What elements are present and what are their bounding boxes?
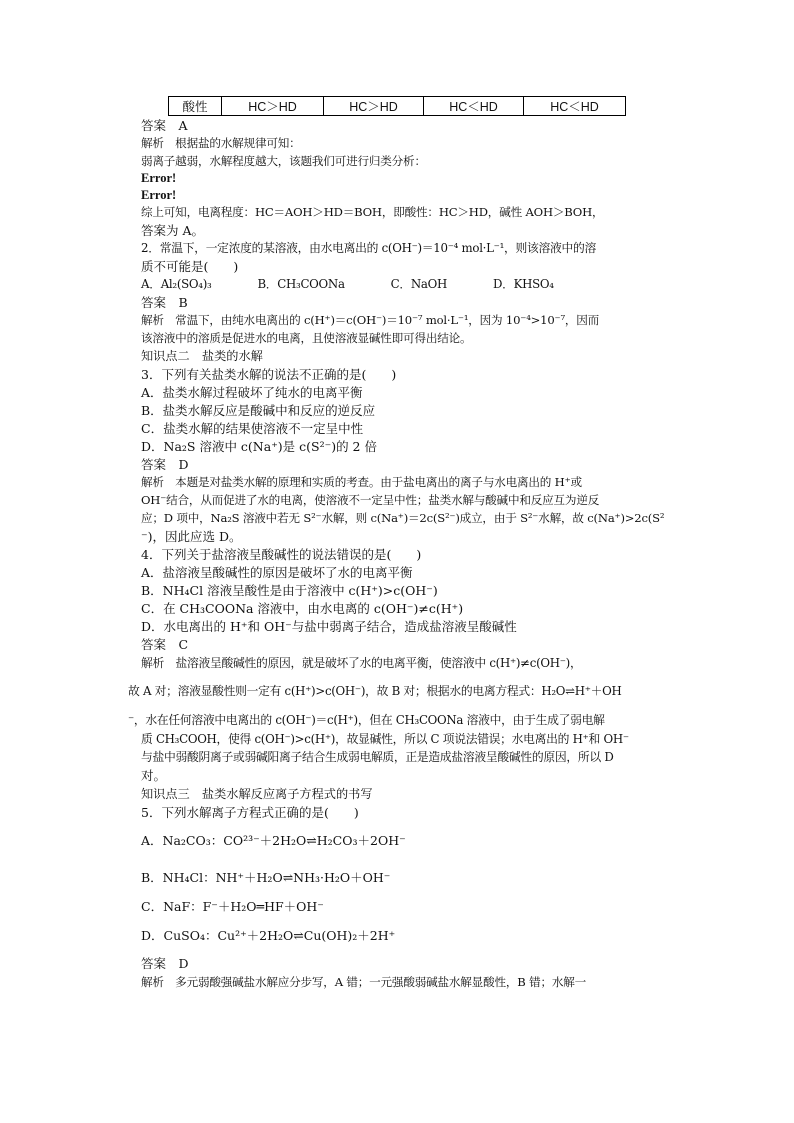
option-c: C．在 CH₃COONa 溶液中，由水电离的 c(OH⁻)≠c(H⁺)	[141, 601, 464, 616]
error-text: Error!	[141, 171, 177, 185]
option-d: D．Na₂S 溶液中 c(Na⁺)是 c(S²⁻)的 2 倍	[141, 439, 377, 454]
text-line: 答案为 A。	[141, 223, 205, 238]
answer-line: 答案 D	[141, 457, 189, 472]
answer-line: 答案 B	[141, 295, 188, 310]
question-2-stem-cont: 质不可能是( )	[141, 259, 239, 274]
option-b: B．NH₄Cl 溶液呈酸性是由于溶液中 c(H⁺)>c(OH⁻)	[141, 583, 438, 598]
table-cell: HC＜HD	[424, 97, 524, 116]
answer-line: 答案 C	[141, 637, 189, 652]
text-line: 与盐中弱酸阴离子或弱碱阳离子结合生成弱电解质，正是造成盐溶液呈酸碱性的原因，所以 D	[141, 750, 614, 764]
table-cell-label: 酸性	[169, 97, 222, 116]
analysis-line: 解析 根据盐的水解规律可知：	[141, 136, 301, 150]
text-line: 对。	[141, 768, 167, 783]
analysis-line: 解析 本题是对盐类水解的原理和实质的考查。由于盐电离出的离子与水电离出的 H⁺或	[141, 475, 582, 489]
text-line: OH⁻结合，从而促进了水的电离，使溶液不一定呈中性；盐类水解与酸碱中和反应互为逆反	[141, 493, 600, 507]
answer-line: 答案 A	[141, 118, 188, 133]
option-a: A．盐溶液呈酸碱性的原因是破坏了水的电离平衡	[141, 565, 413, 580]
section-heading: 知识点二 盐类的水解	[141, 349, 263, 363]
question-2-options: A．Al₂(SO₄)₃ B．CH₃COONa C．NaOH D．KHSO₄	[141, 277, 554, 291]
section-heading: 知识点三 盐类水解反应离子方程式的书写	[141, 787, 373, 801]
table-row	[169, 97, 626, 116]
question-2-stem: 2．常温下，一定浓度的某溶液，由水电离出的 c(OH⁻)＝10⁻⁴ mol·L⁻¹，则该溶液中的溶	[141, 241, 596, 255]
question-5-stem: 5．下列水解离子方程式正确的是( )	[141, 805, 359, 820]
text-line: ⁻)，因此应选 D。	[141, 529, 242, 544]
acidity-table	[168, 96, 626, 116]
text-line: 质 CH₃COOH，使得 c(OH⁻)>c(H⁺)，故显碱性，所以 C 项说法错误；水电离出的 H⁺和 OH⁻	[141, 732, 629, 746]
text-line: 该溶液中的溶质是促进水的电离，且使溶液显碱性即可得出结论。	[141, 331, 472, 345]
analysis-line: 解析 盐溶液呈酸碱性的原因，就是破坏了水的电离平衡，使溶液中 c(H⁺)≠c(OH⁻)，	[141, 656, 582, 670]
option-b: B．NH₄Cl：NH⁺＋H₂O⇌NH₃·H₂O＋OH⁻	[141, 870, 391, 885]
error-text: Error!	[141, 188, 177, 202]
text-line: 故 A 对；溶液显酸性则一定有 c(H⁺)>c(OH⁻)，故 B 对；根据水的电离方程式：H₂O⇌H⁺＋OH	[128, 684, 622, 698]
table-cell: HC＜HD	[524, 97, 626, 116]
option-a: A．Na₂CO₃：CO²³⁻＋2H₂O⇌H₂CO₃＋2OH⁻	[141, 833, 406, 848]
text-line: 应；D 项中，Na₂S 溶液中若无 S²⁻水解，则 c(Na⁺)＝2c(S²⁻)成立，由于 S²⁻水解，故 c(Na⁺)>2c(S²	[141, 511, 665, 525]
text-line: 弱离子越弱，水解程度越大，该题我们可进行归类分析：	[141, 154, 426, 168]
option-c: C．盐类水解的结果使溶液不一定呈中性	[141, 421, 364, 436]
option-b: B．盐类水解反应是酸碱中和反应的逆反应	[141, 403, 376, 418]
text-line: 综上可知，电离程度：HC＝AOH＞HD＝BOH，即酸性：HC＞HD，碱性 AOH＞BOH，	[141, 205, 604, 219]
question-4-stem: 4．下列关于盐溶液呈酸碱性的说法错误的是( )	[141, 547, 422, 562]
option-d: D．CuSO₄：Cu²⁺＋2H₂O⇌Cu(OH)₂＋2H⁺	[141, 928, 396, 943]
question-3-stem: 3．下列有关盐类水解的说法不正确的是( )	[141, 367, 397, 382]
option-c: C．NaF：F⁻＋H₂O═HF＋OH⁻	[141, 899, 324, 914]
table-cell: HC＞HD	[324, 97, 424, 116]
table-cell: HC＞HD	[222, 97, 324, 116]
analysis-line: 解析 常温下，由纯水电离出的 c(H⁺)＝c(OH⁻)＝10⁻⁷ mol·L⁻¹，因为 10⁻⁴>10⁻⁷，因而	[141, 313, 600, 327]
analysis-line: 解析 多元弱酸强碱盐水解应分步写，A 错；一元强酸弱碱盐水解显酸性，B 错；水解一	[141, 975, 587, 989]
option-a: A．盐类水解过程破坏了纯水的电离平衡	[141, 385, 363, 400]
text-line: ⁻，水在任何溶液中电离出的 c(OH⁻)＝c(H⁺)，但在 CH₃COONa 溶液中，由于生成了弱电解	[128, 713, 605, 727]
answer-line: 答案 D	[141, 956, 189, 971]
option-d: D．水电离出的 H⁺和 OH⁻与盐中弱离子结合，造成盐溶液呈酸碱性	[141, 619, 517, 634]
